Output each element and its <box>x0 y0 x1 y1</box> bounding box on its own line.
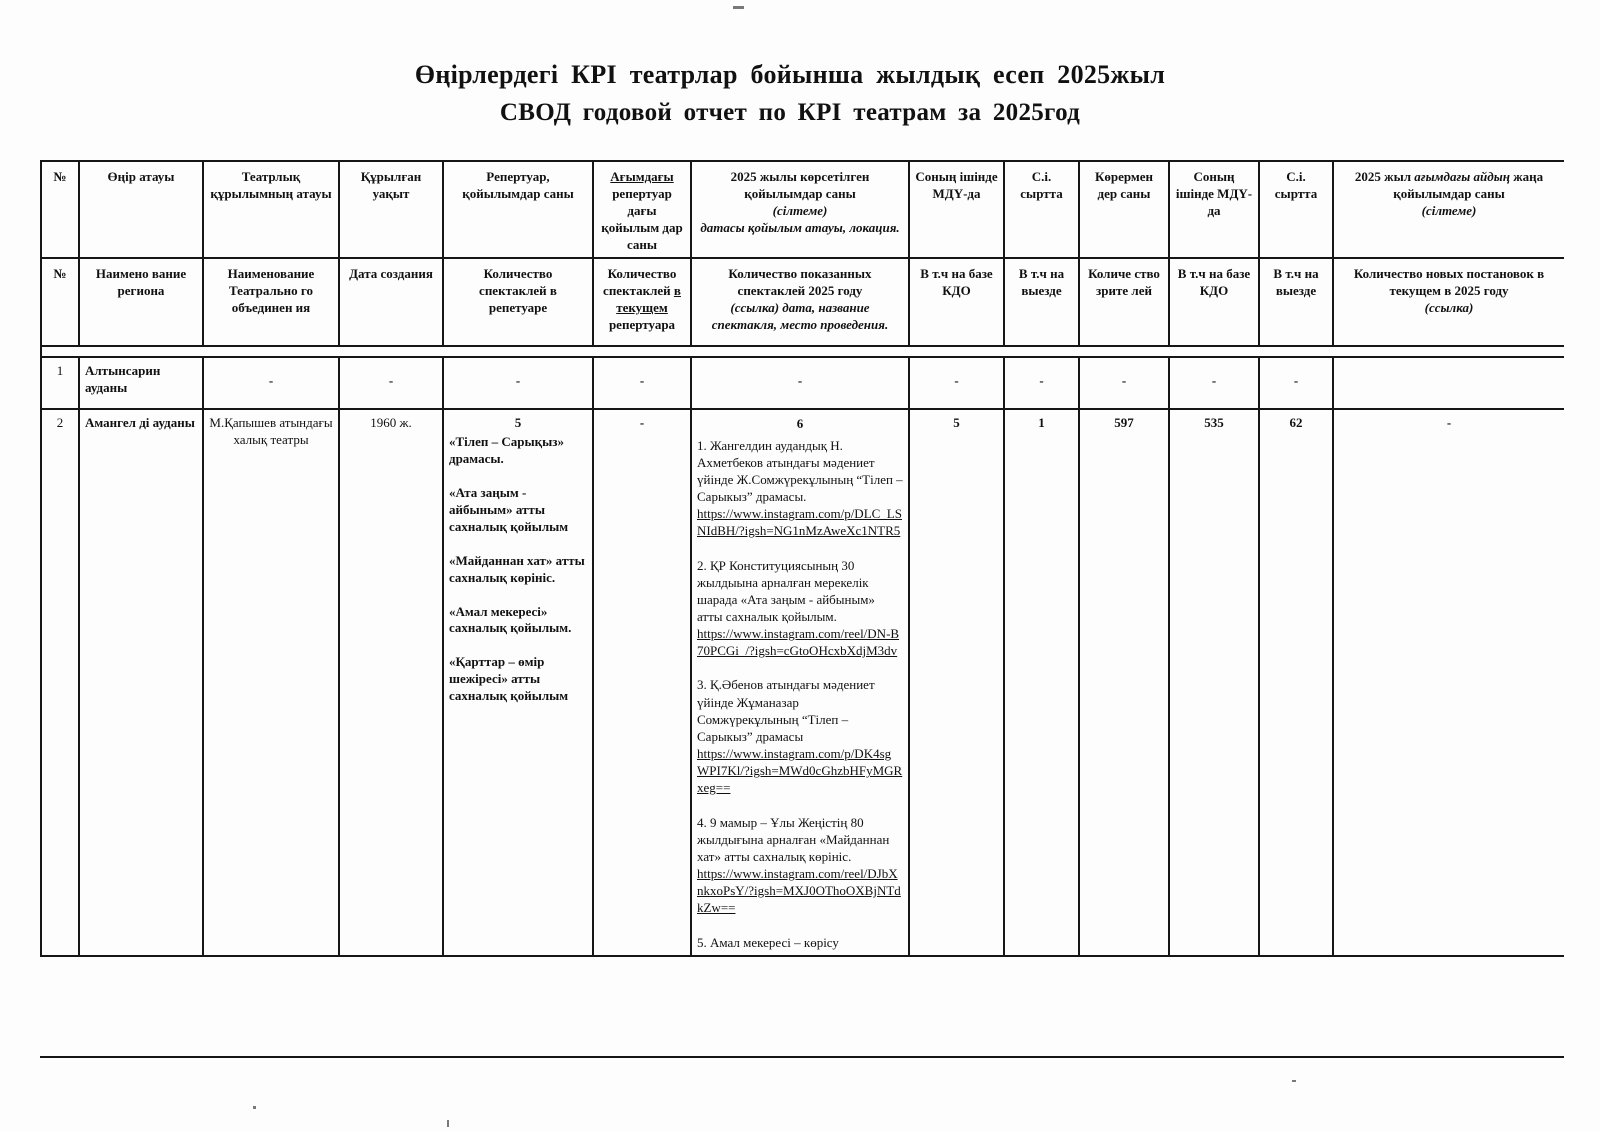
cell-r1-repertoire: - <box>443 357 593 409</box>
show-text: 1. Жангелдин аудандық Н. Ахметбеков атындағы мәдениет үйінде Ж.Сомжүрекұлының “Тілеп – Сарыкыз” драмасы. <box>697 437 903 505</box>
scan-artifact <box>253 1106 256 1109</box>
scan-artifact <box>733 6 744 9</box>
show-entry <box>697 437 903 540</box>
cell-r1-spectators: - <box>1079 357 1169 409</box>
th-kk-offsite: С.і. сыртта <box>1004 161 1079 258</box>
th-ru-new-shows-link-note: (ссылка) <box>1424 300 1474 316</box>
th-ru-shows-detail-note: (ссылка) дата, название спектакля, место проведения. <box>711 300 889 333</box>
show-link[interactable]: https://www.instagram.com/reel/DJbXnkxoPsY/?igsh=MXJ0OThoOXBjNTdkZw== <box>697 866 901 916</box>
table-row-altynsarin <box>41 357 1564 409</box>
th-ru-current-v: в <box>673 283 681 299</box>
th-ru-current-tekushem: текущем <box>616 300 668 316</box>
cell-r1-offsite: - <box>1004 357 1079 409</box>
show-text: 5. Амал мекересі – көрісу <box>697 934 839 950</box>
th-kk-current-repertoire <box>593 161 691 258</box>
header-row-kazakh <box>41 161 1564 258</box>
show-entry <box>697 557 903 660</box>
cell-r1-region: Алтынсарин ауданы <box>79 357 203 409</box>
table-row-amangeldi <box>41 409 1564 955</box>
th-ru-repertoire: Количество спектаклей в репетуаре <box>443 258 593 346</box>
cell-r2-theater: М.Қапышев атындағы халық театры <box>203 409 339 955</box>
cell-r2-region: Амангел ді ауданы <box>79 409 203 955</box>
th-kk-founded: Құрылған уақыт <box>339 161 443 258</box>
th-kk-spect-offsite: С.і. сыртта <box>1259 161 1333 258</box>
report-table-container <box>40 160 1564 1058</box>
cell-r1-shows: - <box>691 357 909 409</box>
cell-r2-current-repertoire: - <box>593 409 691 955</box>
th-ru-new-shows-title: Количество новых постановок в текущем в 2025 году <box>1353 266 1545 299</box>
th-kk-theater-name: Театрлық құрылымның атауы <box>203 161 339 258</box>
th-ru-offsite: В т.ч на выезде <box>1004 258 1079 346</box>
th-ru-current-part2: репертуара <box>608 317 676 333</box>
cell-r1-incl-kdo: - <box>909 357 1004 409</box>
th-ru-incl-kdo: В т.ч на базе КДО <box>909 258 1004 346</box>
title-line-kazakh: Өңірлердегі КРІ театрлар бойынша жылдық есеп 2025жыл <box>414 60 1166 89</box>
th-kk-spectators: Көрермен дер саны <box>1079 161 1169 258</box>
th-kk-new-shows-part1: 2025 жыл <box>1354 169 1412 184</box>
cell-r2-repertoire <box>443 409 593 955</box>
cell-r1-theater: - <box>203 357 339 409</box>
th-ru-spect-offsite: В т.ч на выезде <box>1259 258 1333 346</box>
cell-r2-founded: 1960 ж. <box>339 409 443 955</box>
th-ru-theater-name: Наименование Театрально го объединен ия <box>203 258 339 346</box>
th-kk-region: Өңір атауы <box>79 161 203 258</box>
th-ru-shows-title: Количество показанных спектаклей 2025 году <box>728 266 872 299</box>
cell-r2-offsite: 1 <box>1004 409 1079 955</box>
repertoire-item: «Ата заңым - айбыным» атты сахналық қойылым <box>449 485 569 534</box>
cell-r1-current-repertoire: - <box>593 357 691 409</box>
scan-artifact <box>1292 1080 1296 1082</box>
show-link[interactable]: https://www.instagram.com/reel/DN-B70PCGi_/?igsh=cGtoOHcxbXdjM3dv <box>697 626 900 659</box>
cell-r1-number: 1 <box>41 357 79 409</box>
shows-count: 6 <box>796 416 804 432</box>
document-title <box>0 60 1580 127</box>
th-ru-region: Наимено вание региона <box>79 258 203 346</box>
cell-r2-new-shows: - <box>1333 409 1564 955</box>
th-kk-new-shows-link-note: (сілтеме) <box>1421 202 1477 218</box>
th-ru-spect-incl-kdo: В т.ч на базе КДО <box>1169 258 1259 346</box>
cell-r1-spect-kdo: - <box>1169 357 1259 409</box>
cell-r2-number: 2 <box>41 409 79 955</box>
show-text: 3. Қ.Әбенов атындағы мәдениет үйінде Жұманазар Сомжүрекұлының “Тілеп – Сарыкыз” драмасы <box>697 677 875 744</box>
th-kk-number: № <box>41 161 79 258</box>
show-link[interactable]: https://www.instagram.com/p/DK4sgWPI7Kl/?igsh=MWd0cGhzbHFyMGRxeg== <box>697 746 903 796</box>
cell-r2-spect-offsite: 62 <box>1259 409 1333 955</box>
header-body-divider <box>41 346 1564 357</box>
th-kk-shows-link-note: (сілтеме) <box>772 202 828 218</box>
show-entry <box>697 814 903 917</box>
divider-cell <box>41 346 1564 357</box>
cell-r2-spect-kdo: 535 <box>1169 409 1259 955</box>
repertoire-item: «Тілеп – Сарықыз» драмасы. <box>449 434 564 467</box>
show-text: 2. ҚР Конституциясының 30 жылдыына арналған мерекелік шарада «Ата заңым - айбыным» атты сахналык қойылым. <box>697 557 875 625</box>
show-link[interactable]: https://www.instagram.com/p/DLC_LSNIdBH/?igsh=NG1nMzAweXc1NTR5 <box>697 506 902 539</box>
repertoire-item: «Қарттар – өмір шежіресі» атты сахналық қойылым <box>449 654 569 704</box>
th-kk-repertoire: Репертуар, қойылымдар саны <box>443 161 593 258</box>
th-ru-current-repertoire <box>593 258 691 346</box>
th-kk-shows-2025 <box>691 161 909 258</box>
th-ru-number: № <box>41 258 79 346</box>
th-kk-new-shows-italic: ағымдағы айдың <box>1414 169 1510 184</box>
th-kk-shows-title: 2025 жылы көрсетілген қойылымдар саны <box>730 169 870 201</box>
cell-r1-new-shows <box>1333 357 1564 409</box>
scan-artifact <box>447 1120 449 1127</box>
th-ru-founded: Дата создания <box>339 258 443 346</box>
cell-r2-shows <box>691 409 909 955</box>
th-ru-current-part1: Количество спектаклей <box>603 266 677 299</box>
header-row-russian <box>41 258 1564 346</box>
th-ru-new-shows <box>1333 258 1564 346</box>
repertoire-item: «Майданнан хат» атты сахналық көрініс. <box>449 552 585 585</box>
report-table <box>40 160 1564 957</box>
show-text: 4. 9 мамыр – Ұлы Жеңістің 80 жылдығына арналған «Майданнан хат» атты сахналық көрініс. <box>697 814 890 864</box>
th-ru-shows-2025 <box>691 258 909 346</box>
th-kk-new-shows <box>1333 161 1564 258</box>
cell-r2-incl-kdo: 5 <box>909 409 1004 955</box>
repertoire-count: 5 <box>514 415 522 431</box>
th-ru-spectators: Количе ство зрите лей <box>1079 258 1169 346</box>
cell-r2-spectators: 597 <box>1079 409 1169 955</box>
show-entry <box>697 934 903 951</box>
th-kk-incl-mdu: Соның ішінде МДҮ-да <box>909 161 1004 258</box>
show-entry <box>697 676 903 796</box>
title-line-russian: СВОД годовой отчет по КРІ театрам за 2025год <box>499 99 1081 126</box>
cell-r1-founded: - <box>339 357 443 409</box>
th-kk-current-underlined: Ағымдағы <box>610 169 674 184</box>
th-kk-spect-incl-mdu: Соның ішінде МДҮ-да <box>1169 161 1259 258</box>
th-kk-shows-detail-note: датасы қойылым атауы, локация. <box>700 219 900 235</box>
repertoire-item: «Амал мекересі» сахналық қойылым. <box>449 603 572 636</box>
th-kk-new-shows-part2: жаңа қойылымдар саны <box>1393 169 1544 201</box>
th-kk-current-rest: репертуар дағы қойылым дар саны <box>601 185 683 252</box>
cell-r1-spect-offsite: - <box>1259 357 1333 409</box>
